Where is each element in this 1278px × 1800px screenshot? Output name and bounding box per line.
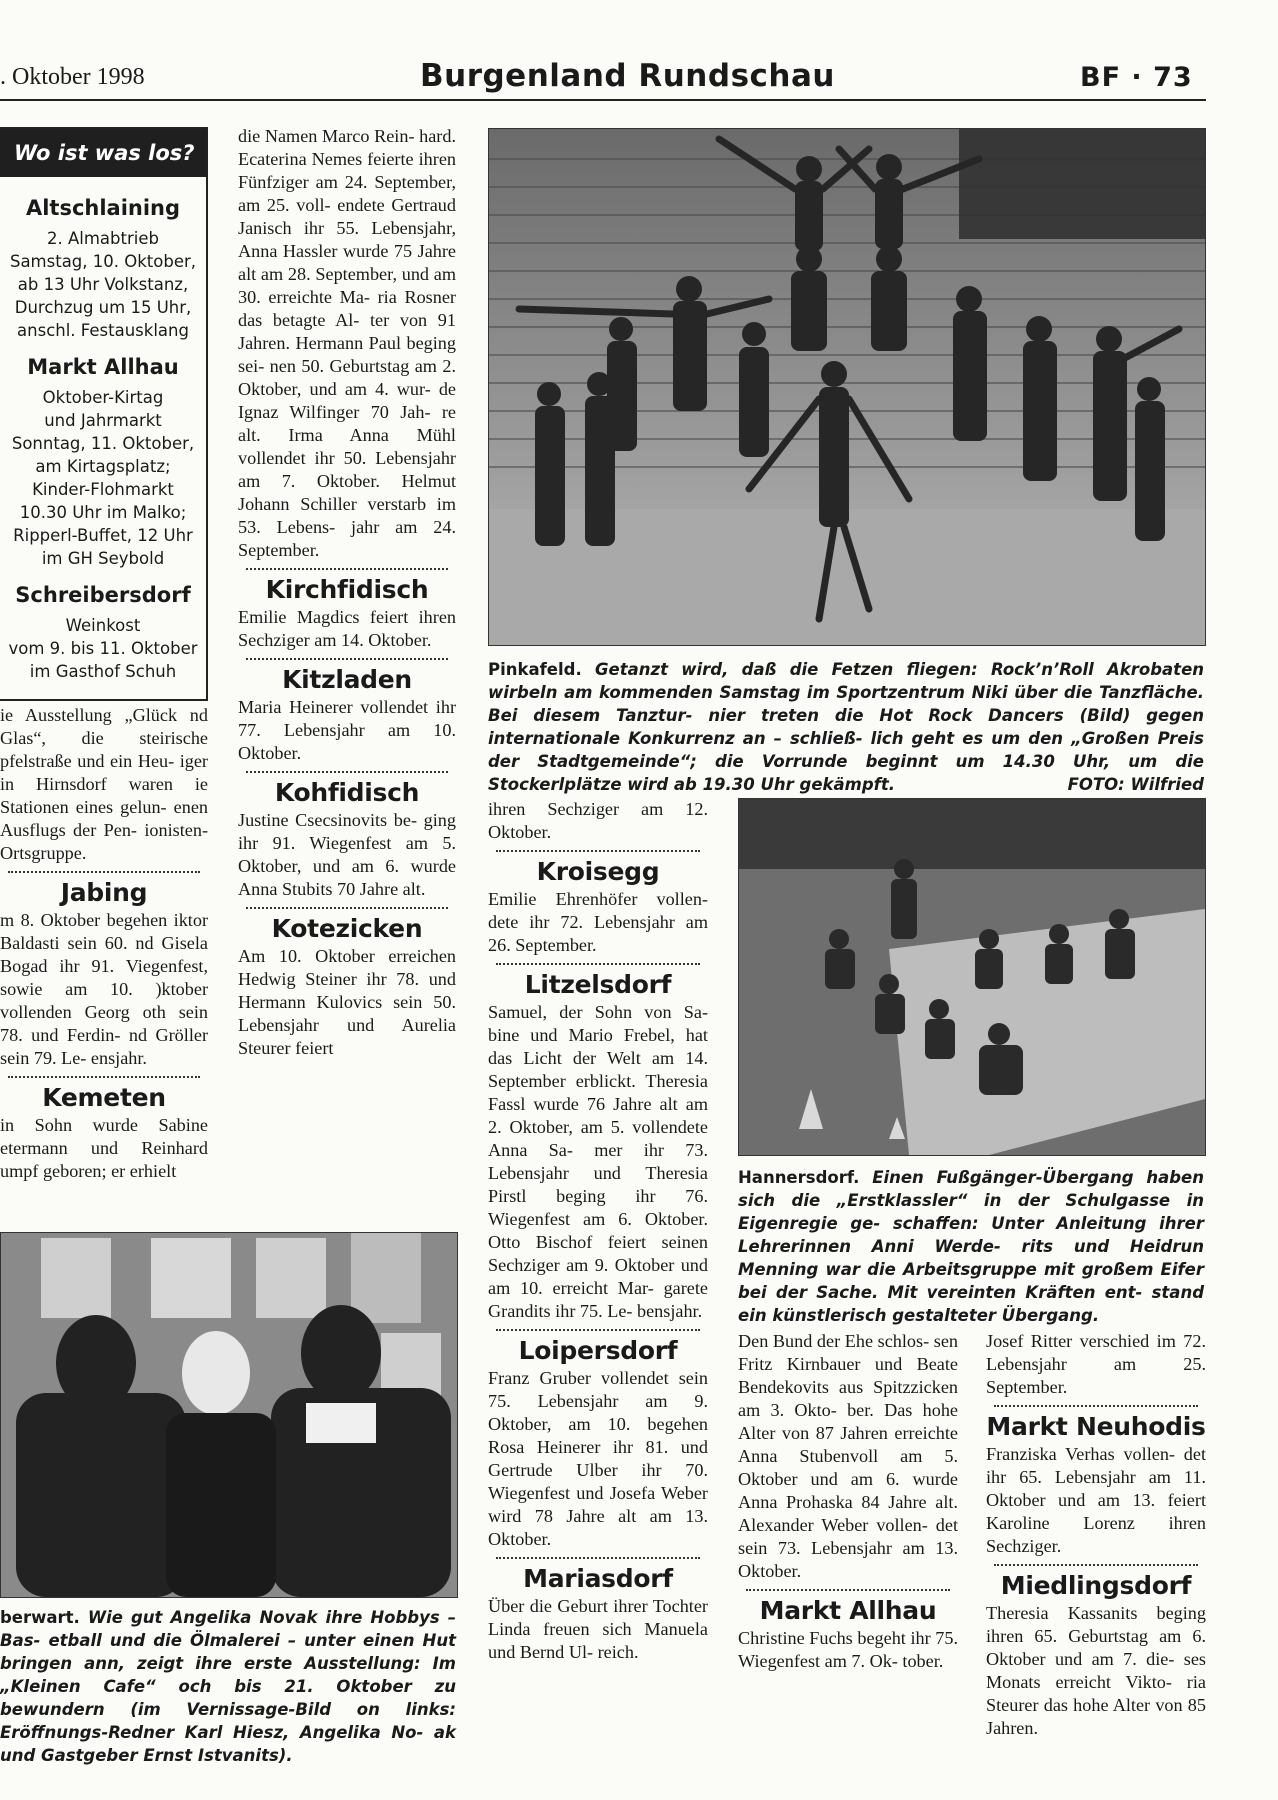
header-rule [0, 99, 1206, 101]
article-text: Theresia Kassanits beging ihren 65. Geburtstag am 6. Oktober und am 7. die- ses Monats erreicht Vikto- ria Steurer das hohe Alter von 85 Jahren. [986, 1603, 1206, 1738]
article-text: Justine Csecsinovits be- ging ihr 91. Wiegenfest am 5. Oktober, und am 6. wurde Anna Stubits 70 Jahre alt. [238, 810, 456, 899]
vernissage-illustration [1, 1233, 457, 1597]
dancers-illustration [489, 129, 1205, 645]
section-heading: Kitzladen [282, 665, 412, 694]
events-box [0, 127, 208, 701]
dotted-divider [8, 1076, 200, 1078]
article-text: die Namen Marco Rein- hard. Ecaterina Nemes feierte ihren Fünfziger am 24. September, am 25. voll- endete Gertraud Janisch ihr 55. Lebensjahr, Anna Hassler wurde 75 Jahre alt am 28. September, und am 30. erreichte Ma- ria Rosner das betagte Al- ter von 91 Jahren. Hermann Paul beging sei- nen 50. Geburtstag am 2. Oktober, und am 4. wur- de Ignaz Wilfinger 70 Jah- re alt. Irma Anna Mühl vollendet ihr 50. Lebensjahr am 7. Oktober. Helmut Johann Schiller verstarb im 53. Lebens- jahr am 24. September. [238, 126, 456, 560]
article-text: ihren Sechziger am 12. Oktober. [488, 799, 708, 842]
section-heading: Kroisegg [536, 857, 660, 886]
article-text: Am 10. Oktober erreichen Hedwig Steiner ihr 78. und Hermann Kulovics sein 50. Lebensjahr und Aurelia Steurer feiert [238, 946, 456, 1058]
event-line: im Gasthof Schuh [29, 662, 177, 681]
dotted-divider [8, 871, 200, 873]
article-text: Josef Ritter verschied im 72. Lebensjahr am 25. September. [986, 1331, 1206, 1397]
event-line: Ripperl-Buffet, 12 Uhr [13, 526, 193, 545]
dotted-divider [746, 1589, 950, 1591]
photo-credit: FOTO: Wilfried [1067, 775, 1204, 794]
dotted-divider [246, 771, 448, 773]
event-entry [0, 354, 206, 570]
section-heading: Kohfidisch [274, 778, 420, 807]
caption-text: Getanzt wird, daß die Fetzen fliegen: Rock’n’Roll Akrobaten wirbeln am kommenden Samstag im Sportzentrum Niki über die Tanzfläche. Bei diesem Tanztur- nier treten die Hot Rock Dancers (Bild) gegen internationale Konkurrenz an – schließ- lich geht es um den „Großen Preis der Stadtgemeinde“; die Vorrunde beginnt um 14.30 Uhr, um die Stockerlplätze wird ab 19.30 Uhr gekämpft. [488, 660, 1205, 794]
section-heading: Kirchfidisch [265, 575, 429, 604]
section-heading: Markt Allhau [759, 1596, 937, 1625]
article-text: m 8. Oktober begehen iktor Baldasti sein 60. nd Gisela Bogad ihr 91. Viegenfest, sowie am 10. )ktober vollenden Georg oth sein 78. und Ferdin- nd Gröller sein 79. Le- ensjahr. [0, 910, 208, 1068]
section-heading: Kemeten [42, 1083, 166, 1112]
event-line: und Jahrmarkt [44, 411, 162, 430]
event-line: vom 9. bis 11. Oktober [8, 639, 198, 658]
issue-date: . Oktober 1998 [0, 64, 145, 90]
caption-place: berwart. [0, 1608, 80, 1627]
dotted-divider [496, 850, 700, 852]
event-line: Kinder-Flohmarkt [32, 480, 174, 499]
event-entry [0, 195, 206, 342]
hannersdorf-photo [738, 798, 1206, 1156]
dotted-divider [496, 963, 700, 965]
oberwart-caption [0, 1606, 456, 1767]
column-3 [488, 798, 708, 1664]
article-text: Emilie Ehrenhöfer vollen- dete ihr 72. Lebensjahr am 26. September. [488, 889, 708, 955]
newspaper-title: Burgenland Rundschau [420, 58, 835, 94]
page-number: BF · 73 [1080, 62, 1193, 93]
oberwart-photo [0, 1232, 458, 1598]
event-place: Markt Allhau [27, 355, 179, 379]
dotted-divider [496, 1557, 700, 1559]
section-heading: Kotezicken [271, 914, 423, 943]
article-text: Franziska Verhas vollen- det ihr 65. Lebensjahr am 11. Oktober und am 13. feiert Karoline Lorenz ihren Sechziger. [986, 1444, 1206, 1556]
pinkafeld-caption [488, 658, 1204, 796]
dotted-divider [246, 907, 448, 909]
event-entry [0, 582, 206, 683]
event-line: 10.30 Uhr im Malko; [19, 503, 187, 522]
event-line: Durchzug um 15 Uhr, [14, 298, 192, 317]
event-line: 2. Almabtrieb [47, 229, 159, 248]
section-heading: Litzelsdorf [524, 970, 672, 999]
article-text: Über die Geburt ihrer Tochter Linda freuen sich Manuela und Bernd Ul- reich. [488, 1596, 708, 1662]
section-heading: Loipersdorf [518, 1336, 678, 1365]
events-box-title: Wo ist was los? [0, 129, 206, 177]
article-text: Emilie Magdics feiert ihren Sechziger am 14. Oktober. [238, 607, 456, 650]
column-4 [738, 1330, 958, 1673]
article-text: Samuel, der Sohn von Sa- bine und Mario Frebel, hat das Licht der Welt am 14. September erblickt. Theresia Fassl wurde 76 Jahre alt am 2. Oktober, am 5. vollendete Anna Sa- mer ihr 73. Lebensjahr und Theresia Pirstl beging ihr 76. Wiegenfest am 6. Oktober. Otto Bischof feiert seinen Sechziger am 9. Oktober und am 10. erreicht Mar- garete Grandits ihr 75. Le- bensjahr. [488, 1002, 708, 1321]
event-place: Schreibersdorf [15, 583, 191, 607]
section-heading: Jabing [60, 878, 148, 907]
caption-place: Pinkafeld. [488, 660, 582, 679]
event-line: Samstag, 10. Oktober, [9, 252, 197, 271]
caption-text: Einen Fußgänger-Übergang haben sich die „Erstklassler“ in der Schulgasse in Eigenregie ge- schaffen: Unter Anleitung ihrer Lehrerinnen Anni Werde- rits und Heidrun Menning war die Arbeitsgruppe mit großem Eifer bei der Sache. Mit vereinten Kräften ent- stand ein künstlerisch gestalteter Übergang. [738, 1168, 1204, 1325]
event-place: Altschlaining [25, 196, 181, 220]
caption-text: Wie gut Angelika Novak ihre Hobbys – Bas- etball und die Ölmalerei – unter einen Hut bringen ann, zeigt ihre erste Ausstellung: Im „Kleinen Cafe“ och bis 21. Oktober zu bewundern (im Vernissage-Bild on links: Eröffnungs-Redner Karl Hiesz, Angelika No- ak und Gastgeber Ernst Istvanits). [0, 1608, 456, 1765]
dotted-divider [994, 1564, 1198, 1566]
event-line: Oktober-Kirtag [42, 388, 164, 407]
article-text: ie Ausstellung „Glück nd Glas“, die steirische pfelstraße und ein Heu- iger in Hirnsdorf waren ie Stationen eines gelun- enen Ausflugs der Pen- ionisten-Ortsgruppe. [0, 705, 208, 863]
event-line: im GH Seybold [41, 549, 165, 568]
event-line: Weinkost [65, 616, 141, 635]
article-text: Maria Heinerer vollendet ihr 77. Lebensjahr am 10. Oktober. [238, 697, 456, 763]
pinkafeld-photo [488, 128, 1206, 646]
event-line: am Kirtagsplatz; [35, 457, 171, 476]
children-crosswalk-illustration [739, 799, 1205, 1155]
dotted-divider [496, 1329, 700, 1331]
hannersdorf-caption [738, 1166, 1204, 1327]
column-2 [238, 125, 456, 1060]
article-text: Franz Gruber vollendet sein 75. Lebensjahr am 9. Oktober, am 10. begehen Rosa Heinerer ihr 81. und Gertrude Ulber ihr 70. Wiegenfest und Josefa Weber wird 78 Jahre alt am 13. Oktober. [488, 1368, 708, 1549]
article-text: in Sohn wurde Sabine etermann und Reinhard umpf geboren; er erhielt [0, 1115, 208, 1181]
article-text: Christine Fuchs begeht ihr 75. Wiegenfest am 7. Ok- tober. [738, 1628, 958, 1671]
section-heading: Mariasdorf [523, 1564, 673, 1593]
dotted-divider [246, 658, 448, 660]
dotted-divider [246, 568, 448, 570]
section-heading: Markt Neuhodis [986, 1412, 1206, 1441]
caption-place: Hannersdorf. [738, 1168, 860, 1187]
event-line: anschl. Festausklang [17, 321, 189, 340]
column-5 [986, 1330, 1206, 1740]
dotted-divider [994, 1405, 1198, 1407]
event-line: Sonntag, 11. Oktober, [11, 434, 195, 453]
column-1 [0, 704, 208, 1183]
event-line: ab 13 Uhr Volkstanz, [17, 275, 189, 294]
section-heading: Miedlingsdorf [1000, 1571, 1192, 1600]
article-text: Den Bund der Ehe schlos- sen Fritz Kirnbauer und Beate Bendekovits aus Spitzzicken am 3. Okto- ber. Das hohe Alter von 87 Jahren erreichte Anna Stubenvoll am 5. Oktober und am 6. wurde Anna Prohaska 84 Jahre alt. Alexander Weber vollen- det sein 73. Lebensjahr am 13. Oktober. [738, 1331, 958, 1581]
